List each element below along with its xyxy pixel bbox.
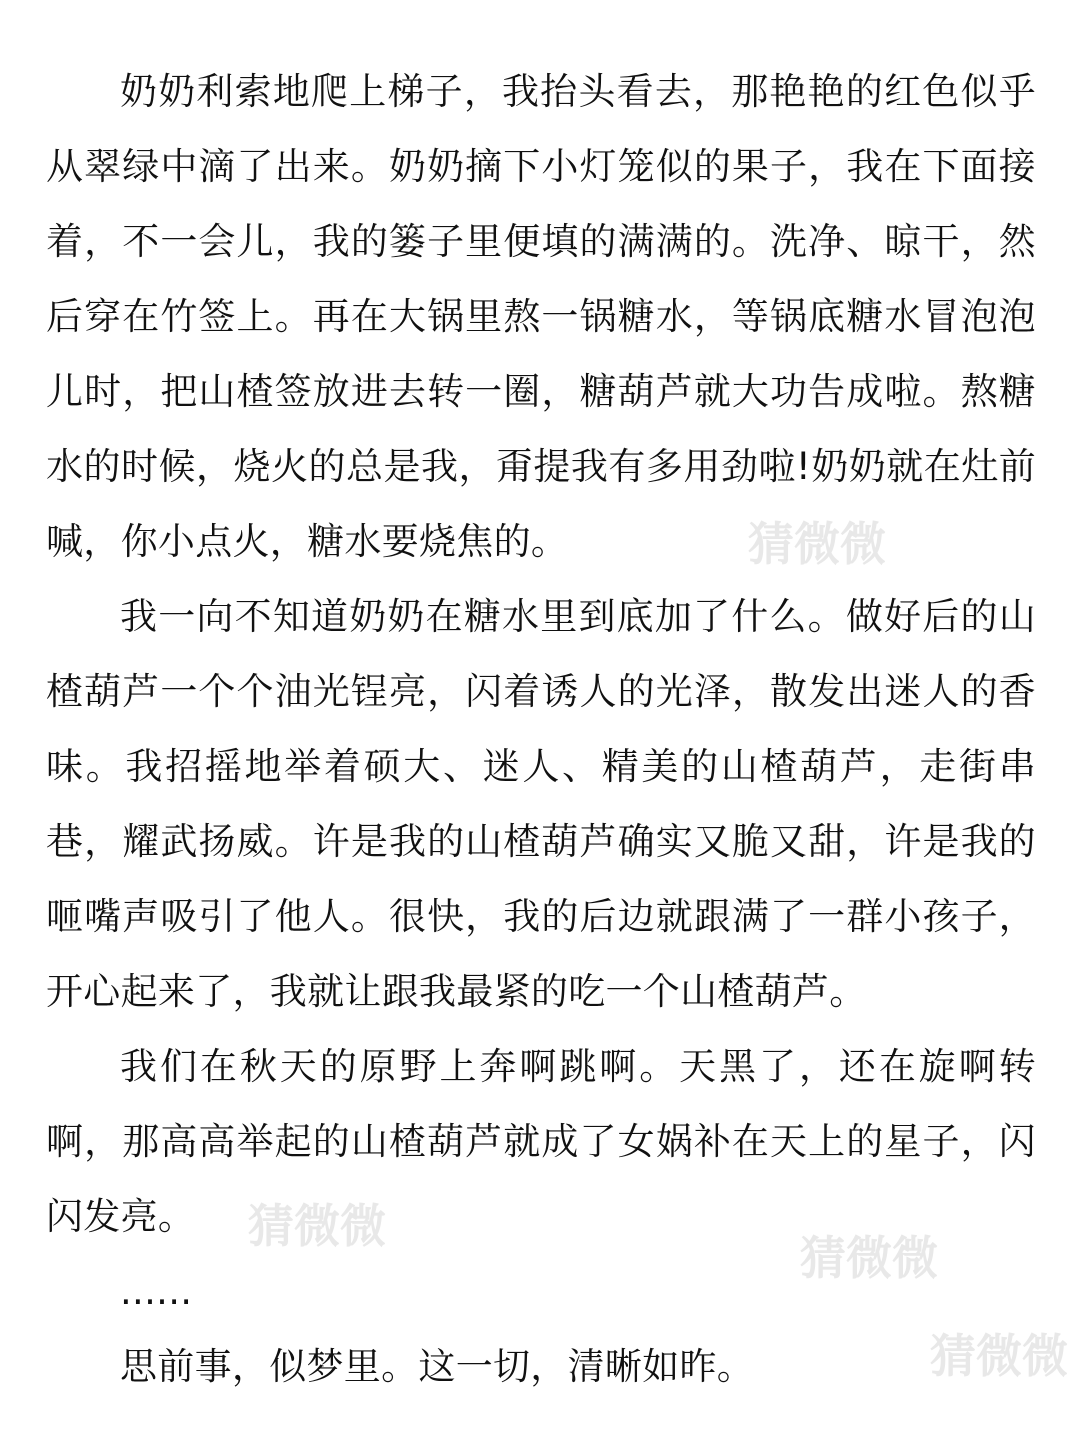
paragraph-1: 奶奶利索地爬上梯子，我抬头看去，那艳艳的红色似乎从翠绿中滴了出来。奶奶摘下小灯笼似的果子，我在下面接着，不一会儿，我的篓子里便填的满满的。洗净、晾干，然后穿在竹签上。再在大锅里熬一锅糖水，等锅底糖水冒泡泡儿时，把山楂签放进去转一圈，糖葫芦就大功告成啦。熬糖水的时候，烧火的总是我，甭提我有多用劲啦!奶奶就在灶前喊，你小点火，糖水要烧焦的。: [46, 70, 1036, 563]
paragraph-2: 我一向不知道奶奶在糖水里到底加了什么。做好后的山楂葫芦一个个油光锃亮，闪着诱人的光泽，散发出迷人的香味。我招摇地举着硕大、迷人、精美的山楂葫芦，走街串巷，耀武扬威。许是我的山楂葫芦确实又脆又甜，许是我的咂嘴声吸引了他人。很快，我的后边就跟满了一群小孩子，开心起来了，我就让跟我最紧的吃一个山楂葫芦。: [46, 595, 1036, 1013]
ellipsis-line: ......: [120, 1270, 193, 1313]
watermark: 猜微微: [930, 1329, 1068, 1383]
watermark: 猜微微: [748, 517, 886, 571]
paragraph-4: 思前事，似梦里。这一切，清晰如昨。: [120, 1345, 755, 1388]
paragraph-3: 我们在秋天的原野上奔啊跳啊。天黑了，还在旋啊转啊，那高高举起的山楂葫芦就成了女娲补在天上的星子，闪闪发亮。: [46, 1045, 1036, 1238]
watermark: 猜微微: [248, 1199, 386, 1253]
article-body: [46, 54, 1036, 1404]
watermark: 猜微微: [800, 1231, 938, 1285]
